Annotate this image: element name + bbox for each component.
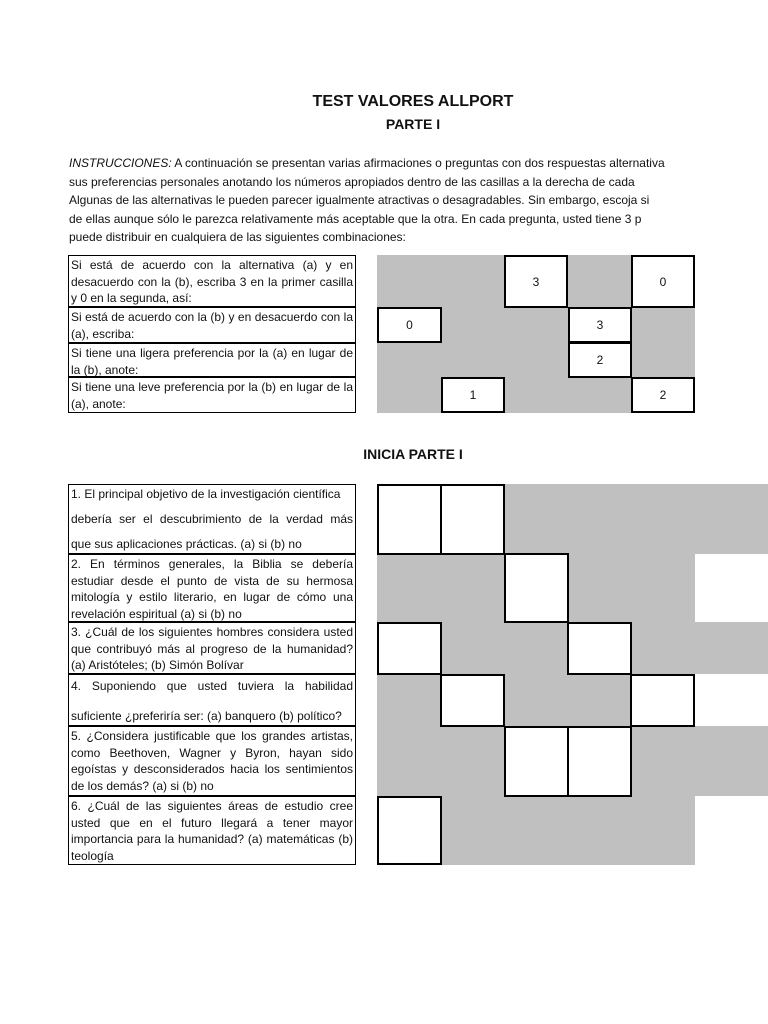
q5-answer-b[interactable] (567, 726, 632, 797)
question-4-line-1: 4. Suponiendo que usted tuviera la habilidad (71, 679, 353, 693)
question-4-line-2: suficiente ¿preferiría ser: (a) banquero (b) político? (71, 709, 342, 723)
example-2-cell-a: 0 (377, 307, 442, 343)
q4-answer-a[interactable] (440, 674, 505, 727)
instructions-line-3: Algunas de las alternativas le pueden parecer igualmente atractivas o desagradables. Sin embargo, escoja si (69, 193, 650, 207)
question-1 (68, 484, 356, 554)
q3-answer-a[interactable] (377, 622, 442, 675)
section-title: INICIA PARTE I (363, 446, 463, 462)
question-1-line-3: que sus aplicaciones prácticas. (a) si (b) no (71, 537, 302, 551)
instructions-line-5: puede distribuir en cualquiera de las siguientes combinaciones: (69, 230, 406, 244)
question-1-line-1: 1. El principal objetivo de la investigación científica (71, 487, 341, 501)
example-3-cell: 2 (568, 342, 632, 378)
question-2: 2. En términos generales, la Biblia se debería estudiar desde el punto de vista de su hermosa mitología y estilo literario, en lugar de cómo una revelación espiritual (a) si (b) no (68, 554, 356, 622)
instructions-line-2: sus preferencias personales anotando los números apropiados dentro de las casillas a la derecha de cada (69, 174, 635, 189)
instructions-line-4: de ellas aunque sólo le parezca relativamente más aceptable que la otra. En cada pregunta, usted tiene 3 p (69, 211, 642, 226)
instructions (69, 154, 695, 247)
answer-grid-gap-row2 (695, 554, 768, 622)
q1-answer-a[interactable] (377, 484, 442, 555)
q6-answer-a[interactable] (377, 796, 442, 865)
question-1-line-2: debería ser el descubrimiento de la verdad más (71, 512, 353, 526)
page-subtitle: PARTE I (385, 116, 441, 132)
answer-grid-gap-row4 (695, 674, 768, 726)
q3-answer-b[interactable] (567, 622, 632, 675)
question-3: 3. ¿Cuál de los siguientes hombres considera usted que contribuyó más al progreso de la humanidad? (a) Aristóteles; (b) Simón Bolívar (68, 622, 356, 674)
q1-answer-b[interactable] (440, 484, 505, 555)
question-6: 6. ¿Cuál de las siguientes áreas de estudio cree usted que en el futuro llegará a tener mayor importancia para la humanidad? (a) matemáticas (b) teología (68, 796, 356, 865)
question-5: 5. ¿Considera justificable que los grandes artistas, como Beethoven, Wagner y Byron, hayan sido egoístas y desconsiderados hacia los sentimientos de los demás? (a) si (b) no (68, 726, 356, 796)
example-4: Si tiene una leve preferencia por la (b) en lugar de la (a), anote: (68, 377, 356, 413)
example-1-cell-a: 3 (504, 255, 568, 308)
q2-answer-a[interactable] (504, 553, 569, 623)
example-4-cell-a: 1 (441, 377, 505, 413)
question-4 (68, 674, 356, 726)
q4-answer-b[interactable] (630, 674, 695, 727)
instructions-label: INSTRUCCIONES: (69, 156, 172, 170)
example-4-cell-b: 2 (631, 377, 695, 413)
instructions-text-1: A continuación se presentan varias afirmaciones o preguntas con dos respuestas alternativa (171, 156, 665, 170)
instructions-line-1 (69, 154, 695, 173)
answer-grid-gap-row6 (695, 796, 768, 865)
example-3: Si tiene una ligera preferencia por la (a) en lugar de la (b), anote: (68, 343, 356, 377)
page-title: TEST VALORES ALLPORT (312, 93, 514, 110)
example-1-cell-b: 0 (631, 255, 695, 308)
example-1: Si está de acuerdo con la alternativa (a) y en desacuerdo con la (b), escriba 3 en la primer casilla y 0 en la segunda, así: (68, 255, 356, 307)
q5-answer-a[interactable] (504, 726, 569, 797)
example-2: Si está de acuerdo con la (b) y en desacuerdo con la (a), escriba: (68, 307, 356, 343)
example-2-cell-b: 3 (568, 307, 632, 343)
